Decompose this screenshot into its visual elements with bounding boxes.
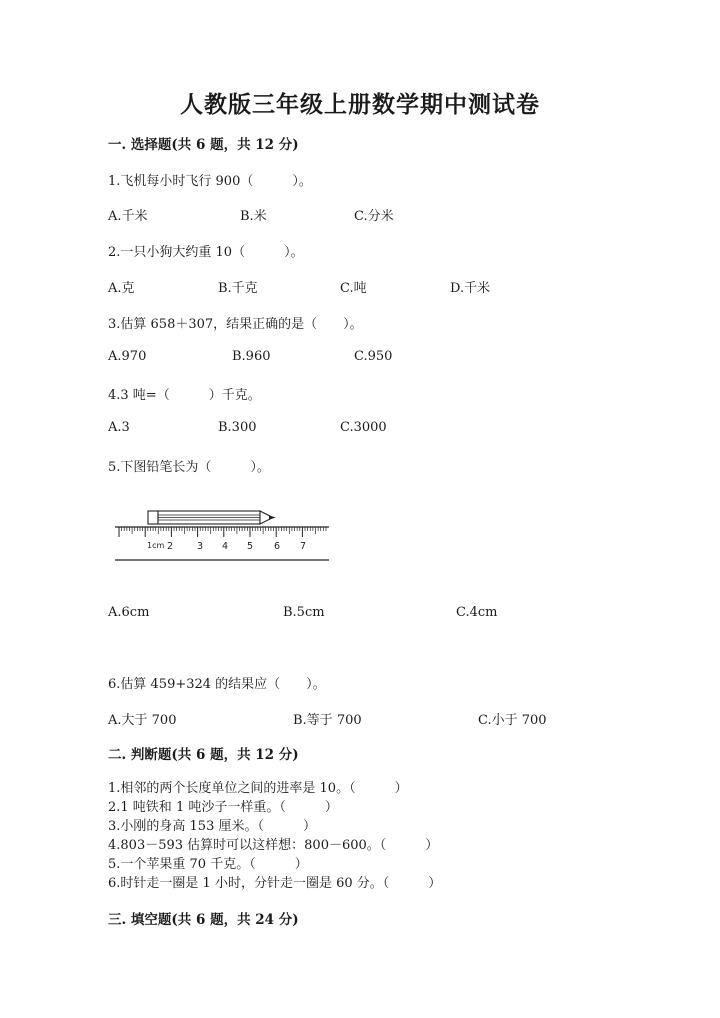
option-6c: C.小于 700: [478, 713, 547, 728]
option-4c: C.3000: [340, 420, 387, 435]
option-3a: A.970: [108, 349, 147, 364]
option-5c: C.4cm: [456, 605, 498, 620]
judgement-item: 6.时针走一圈是 1 小时，分针走一圈是 60 分。（ ）: [108, 876, 442, 891]
ruler-tick-label: 4: [221, 541, 229, 552]
question-3: 3.估算 658＋307，结果正确的是（ ）。: [108, 317, 363, 332]
ruler-tick-label: 6: [273, 541, 281, 552]
judgement-item: 3.小刚的身高 153 厘米。（ ）: [108, 819, 316, 834]
page-title: 人教版三年级上册数学期中测试卷: [180, 91, 540, 118]
option-4b: B.300: [218, 420, 257, 435]
option-5a: A.6cm: [108, 605, 150, 620]
option-6a: A.大于 700: [108, 713, 177, 728]
option-2c: C.吨: [340, 281, 367, 296]
option-1c: C.分米: [354, 209, 394, 224]
ruler-tick-label: 3: [196, 541, 204, 552]
section-heading-choice: 一. 选择题(共 6 题，共 12 分): [108, 137, 299, 153]
option-6b: B.等于 700: [293, 713, 362, 728]
option-1b: B.米: [240, 209, 267, 224]
ruler-pencil-figure: [113, 500, 333, 564]
ruler-ticks: [119, 527, 326, 537]
option-1a: A.千米: [108, 209, 148, 224]
option-4a: A.3: [108, 420, 130, 435]
question-1: 1.飞机每小时飞行 900（ ）。: [108, 174, 312, 189]
option-5b: B.5cm: [283, 605, 325, 620]
judgement-item: 5.一个苹果重 70 千克。（ ）: [108, 857, 308, 872]
ruler-tick-label: 7: [299, 541, 307, 552]
option-2b: B.千克: [218, 281, 258, 296]
ruler-tick-label: 5: [246, 541, 254, 552]
option-2a: A.克: [108, 281, 135, 296]
question-6: 6.估算 459+324 的结果应（ ）。: [108, 677, 326, 692]
judgement-item: 2.1 吨铁和 1 吨沙子一样重。（ ）: [108, 800, 338, 815]
option-2d: D.千米: [450, 281, 491, 296]
ruler-unit-label: 1cm: [147, 541, 165, 550]
option-3c: C.950: [354, 349, 393, 364]
question-4: 4.3 吨=（ ）千克。: [108, 388, 261, 403]
judgement-item: 1.相邻的两个长度单位之间的进率是 10。（ ）: [108, 781, 408, 796]
judgement-item: 4.803－593 估算时可以这样想：800－600。（ ）: [108, 838, 439, 853]
section-heading-fill-blank: 三. 填空题(共 6 题，共 24 分): [108, 912, 299, 928]
ruler-tick-label: 2: [166, 541, 174, 552]
question-5: 5.下图铅笔长为（ ）。: [108, 460, 270, 475]
question-2: 2.一只小狗大约重 10（ ）。: [108, 245, 304, 260]
section-heading-judgement: 二. 判断题(共 6 题，共 12 分): [108, 747, 299, 763]
pencil-illustration: [148, 511, 276, 524]
option-3b: B.960: [232, 349, 271, 364]
